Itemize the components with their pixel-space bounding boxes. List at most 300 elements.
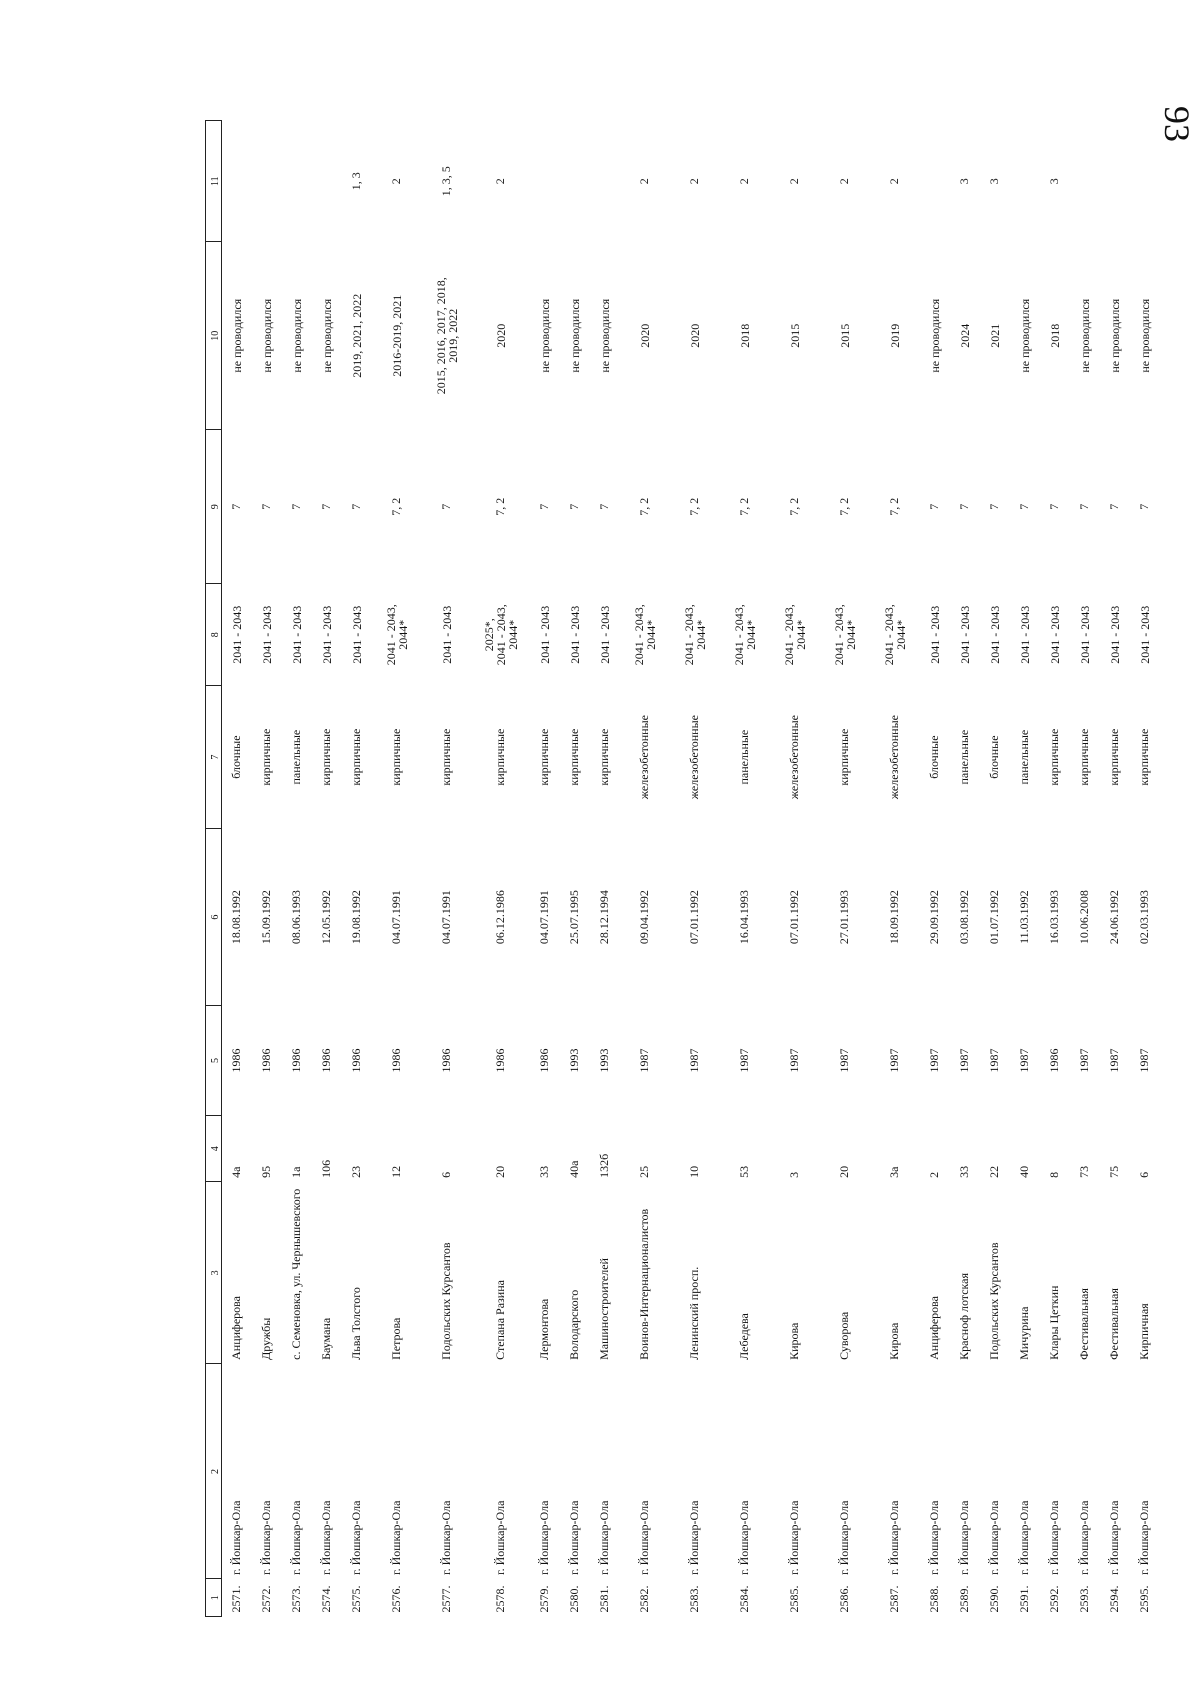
- year-built-cell: 1987: [1107, 1048, 1121, 1073]
- completed-years-cell: не проводился: [567, 298, 582, 373]
- date-cell: 18.08.1992: [229, 890, 244, 945]
- table-row: [620, 121, 670, 1617]
- house-cell: 33: [957, 1165, 971, 1178]
- note-cell: [1070, 121, 1100, 242]
- wall-material-cell: железобетонные: [787, 715, 801, 800]
- street-cell: Мичурина: [1017, 1306, 1031, 1360]
- note-cell: [222, 121, 252, 242]
- year-built-cell: 1987: [687, 1048, 701, 1073]
- date-cell: 02.03.1993: [1137, 890, 1151, 945]
- house-cell: 10: [687, 1165, 701, 1178]
- note-cell: [252, 121, 282, 242]
- table-row: [670, 121, 720, 1617]
- city-cell: г. Йошкар-Ола: [1077, 1500, 1091, 1575]
- house-cell: 33: [537, 1165, 551, 1178]
- note-cell: 3: [1047, 178, 1061, 185]
- row-number: 2585.: [787, 1585, 801, 1613]
- work-type-cell: 7: [1137, 503, 1151, 510]
- date-cell: 16.03.1993: [1047, 890, 1061, 945]
- table-row: [870, 121, 920, 1617]
- year-built-cell: 1993: [597, 1048, 611, 1073]
- house-cell: 75: [1107, 1165, 1121, 1178]
- table-row: [422, 121, 472, 1617]
- date-cell: 15.09.1992: [259, 890, 273, 945]
- house-cell: 6: [439, 1171, 453, 1178]
- year-built-cell: 1986: [289, 1048, 303, 1073]
- table-row: [1130, 121, 1160, 1617]
- city-cell: г. Йошкар-Ола: [229, 1500, 244, 1575]
- year-built-cell: 1987: [887, 1048, 901, 1073]
- note-cell: [530, 121, 560, 242]
- column-number: 11: [206, 121, 222, 242]
- row-number: 2579.: [537, 1585, 551, 1613]
- completed-years-cell: 2019, 2021, 2022: [349, 293, 364, 378]
- row-number: 2578.: [493, 1585, 507, 1613]
- year-built-cell: 1986: [229, 1048, 244, 1073]
- column-number: 10: [206, 242, 222, 430]
- date-cell: 04.07.1991: [389, 890, 403, 945]
- year-built-cell: 1986: [259, 1048, 273, 1073]
- row-number: 2588.: [927, 1585, 941, 1613]
- work-type-cell: 7: [1047, 503, 1061, 510]
- completed-years-cell: 2015: [787, 323, 802, 348]
- date-cell: 01.07.1992: [987, 890, 1001, 945]
- house-cell: 132б: [597, 1153, 611, 1178]
- completed-years-cell: не проводился: [927, 298, 942, 373]
- planned-period-cell: 2041 - 2043: [957, 605, 972, 664]
- wall-material-cell: железобетонные: [637, 715, 651, 800]
- house-cell: 3: [787, 1171, 801, 1178]
- city-cell: г. Йошкар-Ола: [957, 1500, 971, 1575]
- date-cell: 09.04.1992: [637, 890, 651, 945]
- date-cell: 04.07.1991: [537, 890, 551, 945]
- street-cell: Льва Толстого: [349, 1287, 363, 1360]
- work-type-cell: 7, 2: [787, 497, 801, 516]
- table-row: [980, 121, 1010, 1617]
- year-built-cell: 1986: [493, 1048, 507, 1073]
- completed-years-cell: не проводился: [319, 298, 334, 373]
- planned-period-cell: 2041 - 2043: [1107, 605, 1122, 664]
- city-cell: г. Йошкар-Ола: [787, 1500, 801, 1575]
- city-cell: г. Йошкар-Ола: [289, 1500, 303, 1575]
- street-cell: Красноф лотская: [957, 1272, 971, 1360]
- row-number: 2594.: [1107, 1585, 1121, 1613]
- work-type-cell: 7: [229, 503, 244, 510]
- wall-material-cell: блочные: [927, 735, 941, 779]
- planned-period-cell: 2041 - 2043: [1077, 605, 1092, 664]
- completed-years-cell: 2020: [637, 323, 652, 348]
- row-number: 2591.: [1017, 1585, 1031, 1613]
- work-type-cell: 7: [349, 503, 363, 510]
- wall-material-cell: кирпичные: [1137, 728, 1151, 786]
- house-cell: 106: [319, 1159, 333, 1178]
- house-cell: 22: [987, 1165, 1001, 1178]
- table-row: [770, 121, 820, 1617]
- column-number: 4: [206, 1116, 222, 1182]
- note-cell: [560, 121, 590, 242]
- row-number: 2573.: [289, 1585, 303, 1613]
- street-cell: Фестивальная: [1107, 1288, 1121, 1360]
- table-row: [950, 121, 980, 1617]
- table-row: [312, 121, 342, 1617]
- city-cell: г. Йошкар-Ола: [439, 1500, 453, 1575]
- table-row: [252, 121, 282, 1617]
- planned-period-cell: 2041 - 2043: [597, 605, 612, 664]
- planned-period-cell: 2041 - 2043, 2044*: [631, 604, 658, 666]
- row-number: 2574.: [319, 1585, 333, 1613]
- table-row: [372, 121, 422, 1617]
- table-row: [472, 121, 530, 1617]
- work-type-cell: 7: [957, 503, 971, 510]
- note-cell: 2: [887, 178, 901, 185]
- column-number: 3: [206, 1182, 222, 1364]
- date-cell: 25.07.1995: [567, 890, 581, 945]
- planned-period-cell: 2041 - 2043, 2044*: [681, 604, 708, 666]
- city-cell: г. Йошкар-Ола: [1107, 1500, 1121, 1575]
- wall-material-cell: железобетонные: [687, 715, 701, 800]
- wall-material-cell: кирпичные: [1077, 728, 1091, 786]
- note-cell: [1130, 121, 1160, 242]
- row-number: 2576.: [389, 1585, 403, 1613]
- completed-years-cell: не проводился: [229, 298, 244, 373]
- table-body: [222, 121, 1160, 1617]
- date-cell: 03.08.1992: [957, 890, 971, 945]
- wall-material-cell: панельные: [957, 729, 971, 785]
- row-number: 2595.: [1137, 1585, 1151, 1613]
- work-type-cell: 7: [439, 503, 453, 510]
- table-row: [820, 121, 870, 1617]
- street-cell: Машиностроителей: [597, 1258, 611, 1360]
- row-number: 2580.: [567, 1585, 581, 1613]
- city-cell: г. Йошкар-Ола: [1137, 1500, 1151, 1575]
- city-cell: г. Йошкар-Ола: [567, 1500, 581, 1575]
- planned-period-cell: 2041 - 2043: [1017, 605, 1032, 664]
- note-cell: 2: [687, 178, 701, 185]
- wall-material-cell: кирпичные: [1107, 728, 1121, 786]
- city-cell: г. Йошкар-Ола: [319, 1500, 333, 1575]
- wall-material-cell: кирпичные: [493, 728, 507, 786]
- completed-years-cell: не проводился: [259, 298, 274, 373]
- completed-years-cell: 2016-2019, 2021: [389, 294, 404, 377]
- rotated-page-content: [0, 120, 1200, 1637]
- date-cell: 19.08.1992: [349, 890, 363, 945]
- work-type-cell: 7, 2: [493, 497, 507, 516]
- column-number-row: [206, 121, 222, 1617]
- house-cell: 23: [349, 1165, 363, 1178]
- date-cell: 07.01.1992: [787, 890, 801, 945]
- completed-years-cell: 2024: [957, 323, 972, 348]
- planned-period-cell: 2041 - 2043: [259, 605, 274, 664]
- wall-material-cell: кирпичные: [837, 728, 851, 786]
- street-cell: Фестивальная: [1077, 1288, 1091, 1360]
- work-type-cell: 7, 2: [837, 497, 851, 516]
- date-cell: 06.12.1986: [493, 890, 507, 945]
- note-cell: 2: [493, 178, 507, 185]
- house-cell: 1а: [289, 1166, 303, 1178]
- row-number: 2590.: [987, 1585, 1001, 1613]
- work-type-cell: 7, 2: [737, 497, 751, 516]
- year-built-cell: 1987: [787, 1048, 801, 1073]
- note-cell: [920, 121, 950, 242]
- street-cell: Петрова: [389, 1317, 403, 1360]
- year-built-cell: 1987: [637, 1048, 651, 1073]
- house-cell: 12: [389, 1165, 403, 1178]
- planned-period-cell: 2041 - 2043: [987, 605, 1002, 664]
- street-cell: Лебедева: [737, 1313, 751, 1360]
- note-cell: 1, 3, 5: [439, 166, 453, 197]
- house-cell: 6: [1137, 1171, 1151, 1178]
- house-cell: 95: [259, 1165, 273, 1178]
- column-number: 9: [206, 429, 222, 583]
- page-number: 93: [1157, 106, 1197, 142]
- date-cell: 29.09.1992: [927, 890, 941, 945]
- city-cell: г. Йошкар-Ола: [987, 1500, 1001, 1575]
- planned-period-cell: 2041 - 2043: [537, 605, 552, 664]
- note-cell: [1100, 121, 1130, 242]
- wall-material-cell: кирпичные: [319, 728, 333, 786]
- note-cell: 3: [957, 178, 971, 185]
- date-cell: 08.06.1993: [289, 890, 303, 945]
- row-number: 2571.: [229, 1585, 244, 1613]
- year-built-cell: 1987: [987, 1048, 1001, 1073]
- wall-material-cell: железобетонные: [887, 715, 901, 800]
- row-number: 2572.: [259, 1585, 273, 1613]
- year-built-cell: 1987: [1017, 1048, 1031, 1073]
- year-built-cell: 1993: [567, 1048, 581, 1073]
- street-cell: Кирова: [887, 1322, 901, 1360]
- note-cell: 2: [837, 178, 851, 185]
- house-cell: 20: [493, 1165, 507, 1178]
- house-cell: 4а: [229, 1166, 244, 1178]
- street-cell: Ленинский просп.: [687, 1266, 701, 1360]
- wall-material-cell: кирпичные: [389, 728, 403, 786]
- year-built-cell: 1986: [389, 1048, 403, 1073]
- table-row: [720, 121, 770, 1617]
- wall-material-cell: панельные: [1017, 729, 1031, 785]
- wall-material-cell: кирпичные: [537, 728, 551, 786]
- note-cell: [282, 121, 312, 242]
- house-cell: 25: [637, 1165, 651, 1178]
- wall-material-cell: блочные: [229, 735, 244, 779]
- city-cell: г. Йошкар-Ола: [737, 1500, 751, 1575]
- city-cell: г. Йошкар-Ола: [597, 1500, 611, 1575]
- column-number: 8: [206, 584, 222, 685]
- note-cell: 2: [787, 178, 801, 185]
- wall-material-cell: кирпичные: [597, 728, 611, 786]
- city-cell: г. Йошкар-Ола: [537, 1500, 551, 1575]
- planned-period-cell: 2041 - 2043, 2044*: [831, 604, 858, 666]
- row-number: 2584.: [737, 1585, 751, 1613]
- house-cell: 40: [1017, 1165, 1031, 1178]
- table-row: [282, 121, 312, 1617]
- city-cell: г. Йошкар-Ола: [1047, 1500, 1061, 1575]
- completed-years-cell: 2020: [687, 323, 702, 348]
- note-cell: [590, 121, 620, 242]
- year-built-cell: 1986: [349, 1048, 363, 1073]
- note-cell: 3: [987, 178, 1001, 185]
- year-built-cell: 1987: [927, 1048, 941, 1073]
- city-cell: г. Йошкар-Ола: [349, 1500, 363, 1575]
- row-number: 2575.: [349, 1585, 363, 1613]
- date-cell: 18.09.1992: [887, 890, 901, 945]
- note-cell: [312, 121, 342, 242]
- year-built-cell: 1986: [537, 1048, 551, 1073]
- note-cell: 1, 3: [349, 172, 363, 191]
- city-cell: г. Йошкар-Ола: [493, 1500, 507, 1575]
- row-number: 2589.: [957, 1585, 971, 1613]
- wall-material-cell: кирпичные: [349, 728, 363, 786]
- completed-years-cell: 2018: [1047, 323, 1062, 348]
- work-type-cell: 7, 2: [389, 497, 403, 516]
- note-cell: 2: [389, 178, 403, 185]
- wall-material-cell: кирпичные: [567, 728, 581, 786]
- city-cell: г. Йошкар-Ола: [1017, 1500, 1031, 1575]
- year-built-cell: 1987: [1077, 1048, 1091, 1073]
- city-cell: г. Йошкар-Ола: [837, 1500, 851, 1575]
- completed-years-cell: не проводился: [1107, 298, 1122, 373]
- column-number: 5: [206, 1005, 222, 1115]
- note-cell: 2: [737, 178, 751, 185]
- row-number: 2582.: [637, 1585, 651, 1613]
- house-cell: 73: [1077, 1165, 1091, 1178]
- completed-years-cell: не проводился: [289, 298, 304, 373]
- wall-material-cell: кирпичные: [259, 728, 273, 786]
- table-row: [530, 121, 560, 1617]
- column-number: 6: [206, 829, 222, 1006]
- city-cell: г. Йошкар-Ола: [887, 1500, 901, 1575]
- street-cell: Кирпичная: [1137, 1303, 1151, 1360]
- completed-years-cell: не проводился: [1137, 298, 1152, 373]
- completed-years-cell: 2015: [837, 323, 852, 348]
- street-cell: Лермонтова: [537, 1298, 551, 1360]
- planned-period-cell: 2041 - 2043: [229, 605, 244, 664]
- city-cell: г. Йошкар-Ола: [389, 1500, 403, 1575]
- year-built-cell: 1987: [1137, 1048, 1151, 1073]
- table-row: [590, 121, 620, 1617]
- date-cell: 12.05.1992: [319, 890, 333, 945]
- completed-years-cell: 2019: [887, 323, 902, 348]
- column-number: 2: [206, 1364, 222, 1579]
- city-cell: г. Йошкар-Ола: [637, 1500, 651, 1575]
- row-number: 2583.: [687, 1585, 701, 1613]
- street-cell: Воинов-Интернационалистов: [637, 1208, 651, 1360]
- street-cell: Клары Цеткин: [1047, 1285, 1061, 1360]
- street-cell: с. Семеновка, ул. Чернышевского: [289, 1188, 303, 1360]
- wall-material-cell: панельные: [289, 729, 303, 785]
- work-type-cell: 7, 2: [687, 497, 701, 516]
- completed-years-cell: 2015, 2016, 2017, 2018, 2019, 2022: [433, 277, 460, 395]
- planned-period-cell: 2041 - 2043, 2044*: [881, 604, 908, 666]
- planned-period-cell: 2041 - 2043: [319, 605, 334, 664]
- completed-years-cell: 2020: [493, 323, 508, 348]
- street-cell: Суворова: [837, 1311, 851, 1360]
- street-cell: Володарского: [567, 1289, 581, 1360]
- date-cell: 28.12.1994: [597, 890, 611, 945]
- planned-period-cell: 2041 - 2043, 2044*: [731, 604, 758, 666]
- wall-material-cell: кирпичные: [439, 728, 453, 786]
- house-cell: 8: [1047, 1171, 1061, 1178]
- work-type-cell: 7: [289, 503, 303, 510]
- work-type-cell: 7: [537, 503, 551, 510]
- work-type-cell: 7: [1017, 503, 1031, 510]
- street-cell: Анциферова: [229, 1296, 244, 1360]
- wall-material-cell: кирпичные: [1047, 728, 1061, 786]
- table-row: [560, 121, 590, 1617]
- work-type-cell: 7: [567, 503, 581, 510]
- street-cell: Баумана: [319, 1317, 333, 1360]
- planned-period-cell: 2041 - 2043, 2044*: [383, 604, 410, 666]
- date-cell: 11.03.1992: [1017, 890, 1031, 944]
- date-cell: 04.07.1991: [439, 890, 453, 945]
- work-type-cell: 7: [927, 503, 941, 510]
- planned-period-cell: 2041 - 2043, 2044*: [781, 604, 808, 666]
- house-cell: 20: [837, 1165, 851, 1178]
- street-cell: Подольских Курсантов: [439, 1242, 453, 1360]
- table-row: [1040, 121, 1070, 1617]
- table-row: [1070, 121, 1100, 1617]
- house-cell: 40а: [567, 1160, 581, 1178]
- planned-period-cell: 2025*, 2041 - 2043, 2044*: [481, 604, 520, 666]
- table-row: [222, 121, 252, 1617]
- column-number: 1: [206, 1579, 222, 1617]
- date-cell: 10.06.2008: [1077, 890, 1091, 945]
- row-number: 2586.: [837, 1585, 851, 1613]
- row-number: 2593.: [1077, 1585, 1091, 1613]
- note-cell: 2: [637, 178, 651, 185]
- planned-period-cell: 2041 - 2043: [1137, 605, 1152, 664]
- row-number: 2577.: [439, 1585, 453, 1613]
- street-cell: Степана Разина: [493, 1280, 507, 1360]
- table-row: [920, 121, 950, 1617]
- wall-material-cell: панельные: [737, 729, 751, 785]
- work-type-cell: 7: [1077, 503, 1091, 510]
- completed-years-cell: 2018: [737, 323, 752, 348]
- work-type-cell: 7: [259, 503, 273, 510]
- planned-period-cell: 2041 - 2043: [927, 605, 942, 664]
- completed-years-cell: не проводился: [1017, 298, 1032, 373]
- planned-period-cell: 2041 - 2043: [567, 605, 582, 664]
- date-cell: 16.04.1993: [737, 890, 751, 945]
- year-built-cell: 1987: [737, 1048, 751, 1073]
- completed-years-cell: не проводился: [597, 298, 612, 373]
- wall-material-cell: блочные: [987, 735, 1001, 779]
- table-row: [1010, 121, 1040, 1617]
- work-type-cell: 7: [1107, 503, 1121, 510]
- year-built-cell: 1986: [1047, 1048, 1061, 1073]
- house-cell: 53: [737, 1165, 751, 1178]
- year-built-cell: 1987: [837, 1048, 851, 1073]
- year-built-cell: 1986: [439, 1048, 453, 1073]
- row-number: 2581.: [597, 1585, 611, 1613]
- planned-period-cell: 2041 - 2043: [439, 605, 454, 664]
- house-cell: 3а: [887, 1166, 901, 1178]
- house-cell: 2: [927, 1171, 941, 1178]
- work-type-cell: 7, 2: [887, 497, 901, 516]
- completed-years-cell: 2021: [987, 323, 1002, 348]
- completed-years-cell: не проводился: [537, 298, 552, 373]
- street-cell: Кирова: [787, 1322, 801, 1360]
- row-number: 2587.: [887, 1585, 901, 1613]
- work-type-cell: 7, 2: [637, 497, 651, 516]
- street-cell: Дружбы: [259, 1317, 273, 1360]
- city-cell: г. Йошкар-Ола: [927, 1500, 941, 1575]
- date-cell: 24.06.1992: [1107, 890, 1121, 945]
- planned-period-cell: 2041 - 2043: [1047, 605, 1062, 664]
- work-type-cell: 7: [597, 503, 611, 510]
- year-built-cell: 1986: [319, 1048, 333, 1073]
- street-cell: Подольских Курсантов: [987, 1242, 1001, 1360]
- year-built-cell: 1987: [957, 1048, 971, 1073]
